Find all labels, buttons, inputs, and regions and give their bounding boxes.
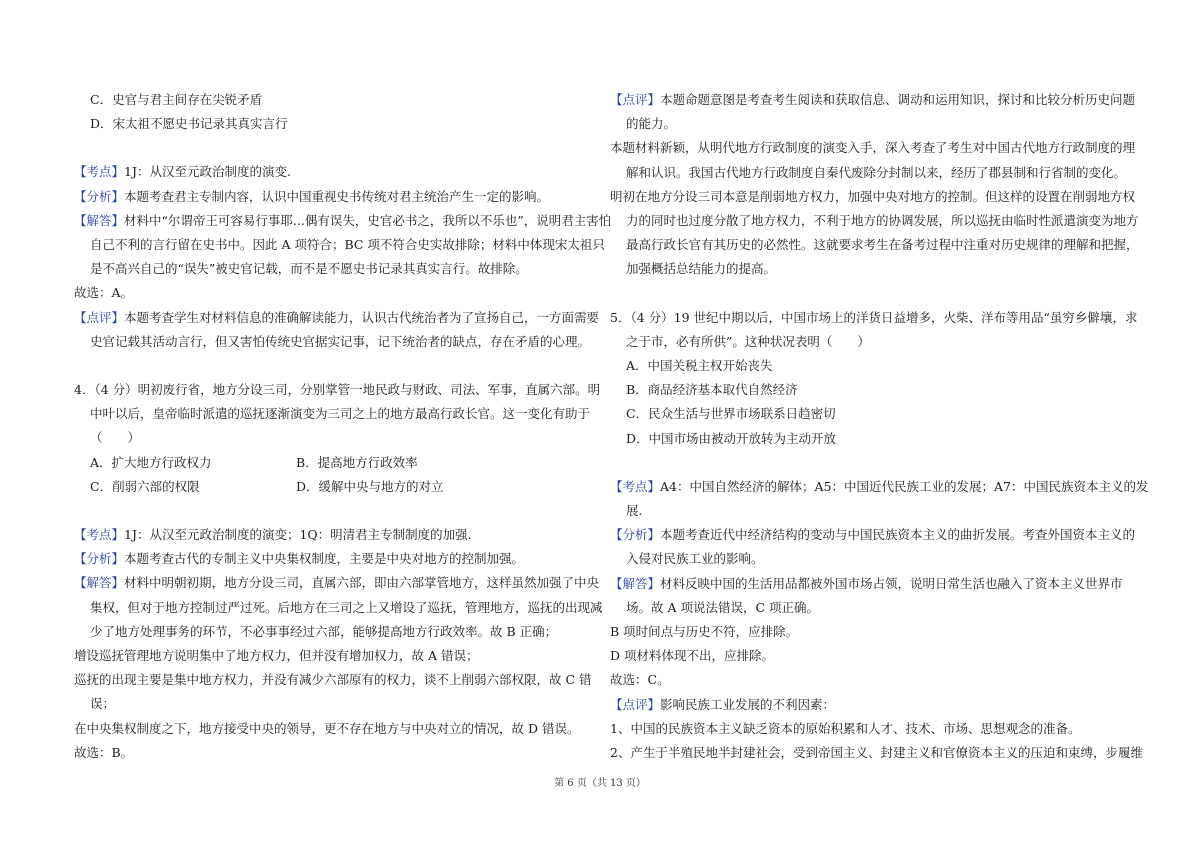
q5-jieda: 【解答】材料反映中国的生活用品都被外国市场占领，说明日常生活也融入了资本主义世界市 [610, 575, 1123, 591]
q5-jieda-line3: B 项时间点与历史不符，应排除。 [610, 624, 799, 640]
q3-jieda-line3: 是不高兴自己的“误失”被史官记载，而不是不愿史书记录其真实言行。故排除。 [90, 261, 528, 277]
q4-answer: 故选：B。 [74, 744, 134, 760]
q5-dianping-item1: 1、中国的民族资本主义缺乏资本的原始积累和人才、技术、市场、思想观念的准备。 [610, 720, 1081, 736]
q4-jieda-line3: 少了地方处理事务的环节，不必事事经过六部，能够提高地方行政效率。故 B 正确； [90, 623, 558, 639]
q5-dianping: 【点评】影响民族工业发展的不利因素： [610, 696, 836, 712]
fenxi-tag: 【分析】 [610, 527, 661, 543]
dianping-tag: 【点评】 [610, 696, 661, 712]
q5-dianping-item2: 2、产生于半殖民地半封建社会，受到帝国主义、封建主义和官僚资本主义的压迫和束缚，步履维 [610, 745, 1143, 761]
q3-fenxi: 【分析】本题考查君主专制内容，认识中国重视史书传统对君主统治产生一定的影响。 [74, 188, 550, 204]
q4-dianping-p3-line3: 最高行政长官有其历史的必然性。这就要求考生在备考过程中注重对历史规律的理解和把握， [626, 237, 1139, 253]
q4-fenxi: 【分析】本题考查古代的专制主义中央集权制度，主要是中央对地方的控制加强。 [74, 551, 525, 567]
q4-dianping-p3: 明初在地方分设三司本意是削弱地方权力，加强中央对地方的控制。但这样的设置在削弱地方权 [610, 188, 1136, 204]
page-footer: 第 6 页（共 13 页） [554, 778, 646, 789]
right-column [610, 88, 1149, 765]
q3-dianping-line2: 史官记载其活动言行，但又害怕传统史官据实记事，记下统治者的缺点，存在矛盾的心理。 [90, 333, 591, 349]
kaodian-tag: 【考点】 [74, 164, 125, 180]
q3-jieda: 【解答】材料中“尔谓帝王可容易行事耶...偶有误失，史官必书之，我所以不乐也”，说明君主害怕 [74, 212, 612, 228]
left-column [74, 88, 612, 765]
q4-jieda: 【解答】材料中明朝初期，地方分设三司，直属六部，即由六部掌管地方，这样虽然加强了中央 [74, 575, 600, 591]
q4-dianping: 【点评】本题命题意图是考查考生阅读和获取信息、调动和运用知识，探讨和比较分析历史问题 [610, 92, 1136, 107]
jieda-tag: 【解答】 [74, 575, 125, 591]
q5-stem: 5．（4 分）19 世纪中期以后，中国市场上的洋货日益增多，火柴、洋布等用品“虽穷乡僻壤，求 [610, 309, 1138, 325]
dianping-tag: 【点评】 [610, 92, 661, 107]
q4-option-c: C．削弱六部的权限 [90, 478, 200, 494]
q5-stem-line2: 之于市，必有所供”。这种状况表明（ ） [626, 333, 870, 349]
q4-option-d: D．缓解中央与地方的对立 [296, 478, 444, 494]
q5-option-a: A．中国关税主权开始丧失 [626, 358, 773, 374]
q3-jieda-line2: 自己不利的言行留在史书中。因此 A 项符合；BC 项不符合史实故排除；材料中体现宋太祖只 [90, 237, 605, 253]
q4-options-row2 [74, 475, 574, 499]
q5-option-d: D．中国市场由被动开放转为主动开放 [626, 430, 837, 446]
q4-option-a: A．扩大地方行政权力 [90, 454, 212, 470]
q4-stem-line2: 中叶以后，皇帝临时派遣的巡抚逐渐演变为三司之上的地方最高行政长官。这一变化有助于 [90, 406, 591, 422]
q3-option-c: C．史官与君主间存在尖锐矛盾 [90, 92, 263, 107]
q4-options-row1 [74, 451, 574, 475]
q4-stem: 4．（4 分）明初废行省，地方分设三司，分别掌管一地民政与财政、司法、军事，直属六部。明 [74, 382, 601, 398]
q5-fenxi-line2: 入侵对民族工业的影响。 [626, 551, 764, 567]
q5-option-c: C．民众生活与世界市场联系日趋密切 [626, 406, 836, 422]
dianping-tag: 【点评】 [74, 309, 125, 325]
jieda-tag: 【解答】 [74, 212, 125, 228]
q4-dianping-p2-line2: 解和认识。我国古代地方行政制度自秦代废除分封制以来，经历了郡县制和行省制的变化。 [626, 164, 1127, 180]
q5-jieda-line4: D 项材料体现不出，应排除。 [610, 648, 774, 664]
q5-kaodian-line2: 展. [626, 503, 643, 519]
q4-stem-line3: （ ） [90, 430, 141, 446]
q5-fenxi: 【分析】本题考查近代中经济结构的变动与中国民族资本主义的曲折发展。考查外国资本主义的 [610, 527, 1136, 543]
q3-answer: 故选：A。 [74, 285, 134, 301]
jieda-tag: 【解答】 [610, 575, 661, 591]
q5-kaodian: 【考点】A4：中国自然经济的解体；A5：中国近代民族工业的发展；A7：中国民族资本主义的发 [610, 478, 1149, 494]
q4-option-b: B．提高地方行政效率 [296, 454, 418, 470]
q4-dianping-line2: 的能力。 [626, 116, 677, 132]
q5-jieda-line2: 场。故 A 项说法错误，C 项正确。 [626, 599, 820, 615]
q5-option-b: B．商品经济基本取代自然经济 [626, 382, 798, 398]
kaodian-tag: 【考点】 [74, 527, 125, 543]
q4-dianping-p2: 本题材料新颖，从明代地方行政制度的演变入手，深入考查了考生对中国古代地方行政制度的理 [610, 140, 1136, 156]
q3-kaodian: 【考点】1J：从汉至元政治制度的演变. [74, 164, 291, 180]
q4-jieda-line2: 集权，但对于地方控制过严过死。后地方在三司之上又增设了巡抚，管理地方，巡抚的出现减 [90, 599, 603, 615]
q4-dianping-p3-line2: 力的同时也过度分散了地方权力，不利于地方的协调发展，所以巡抚由临时性派遣演变为地方 [626, 213, 1139, 229]
q4-dianping-p3-line4: 加强概括总结能力的提高。 [626, 261, 777, 277]
q4-kaodian: 【考点】1J：从汉至元政治制度的演变；1Q：明清君主专制制度的加强. [74, 527, 472, 543]
q4-jieda-line5: 巡抚的出现主要是集中地方权力，并没有减少六部原有的权力，谈不上削弱六部权限，故 C 错 [74, 672, 592, 688]
kaodian-tag: 【考点】 [610, 478, 661, 494]
fenxi-tag: 【分析】 [74, 188, 125, 204]
q4-jieda-line5b: 误； [90, 696, 116, 712]
q3-dianping: 【点评】本题考查学生对材料信息的准确解读能力，认识古代统治者为了宣扬自己，一方面需要 [74, 309, 600, 325]
q4-jieda-line4: 增设巡抚管理地方说明集中了地方权力，但并没有增加权力，故 A 错误； [74, 648, 479, 664]
q4-jieda-line6: 在中央集权制度之下，地方接受中央的领导，更不存在地方与中央对立的情况，故 D 错误。 [74, 720, 580, 736]
q5-answer: 故选：C。 [610, 672, 670, 688]
q3-option-d: D．宋太祖不愿史书记录其真实言行 [90, 116, 288, 132]
fenxi-tag: 【分析】 [74, 551, 125, 567]
